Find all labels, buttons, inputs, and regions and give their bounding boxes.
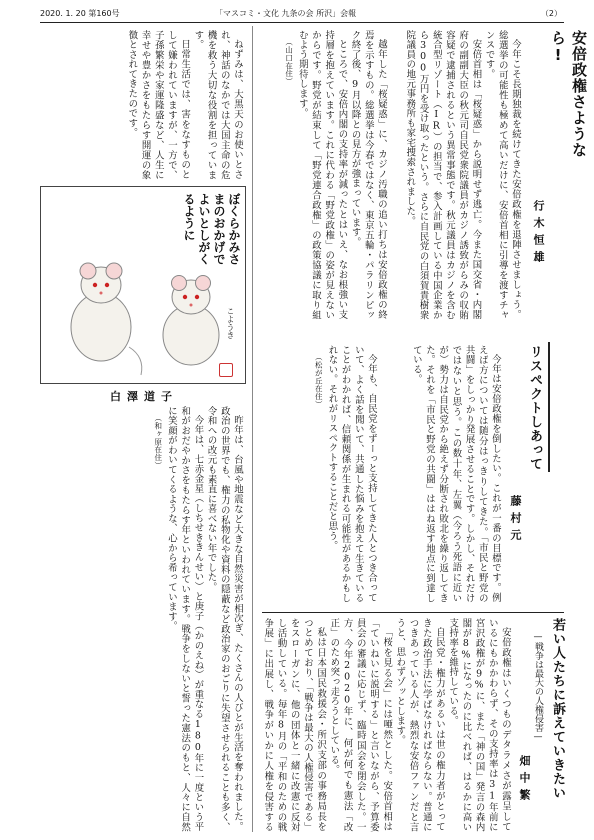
abe-paragraph-1: 今年こそ長期独裁を続けてきた安倍政権を退陣させましょう。総選挙の可能性も極めて高いだけに、安倍首相に引導を渡すチャンスです。: [483, 30, 521, 320]
respect-article-title: リスペクトしあって: [527, 345, 542, 471]
shirasawa-paragraph-3: 昨年は、台風や地震など大きな自然災害が相次ぎ、たくさんの人びとが生活を奪われました。政治の世界でも、権力の私物化や資料の隠蔽など政治家のおごりに失望させられることも多く、令和への改元も素直に喜べない年でした。: [205, 406, 243, 832]
young-paragraph-3: 「桜を見る会」には唖然とした。安倍首相は「ていねいに説明する」と言いながら、予算委員会の審議に応じず、臨時国会を閉会した。一方、今年2020年に、何が何でも憲法「改正」のため突っ走ろうとしている。: [328, 618, 393, 832]
illustration-handwritten-text: ぼくらかみさまのおかげでよいとしがくるように: [182, 193, 241, 265]
young-paragraph-4: 私は日本国民救援会・所沢支部の事務局長をつとめており、「戦争は最大の人権侵害である」をスローガンに、他の団体と一緒に改憲に反対し活動している。毎年8月の「平和のための戦争展」に出展し、戦争がいかに人権を侵害する: [262, 618, 327, 832]
issue-date: 2020. 1. 20 第160号: [40, 9, 120, 18]
young-paragraph-1: 安倍政権はいくつものデタラメさが露呈しているにもかかわらず、その支持率は31年前に宮沢政権が9%に、また「神の国」発言の森内閣が8%になったのに比べれば、はるかに高い支持率を維持している。: [447, 618, 511, 832]
young-article-title: 若い人たちに訴えていきたい: [550, 618, 565, 800]
rat-illustration: [40, 186, 246, 384]
respect-article-author: 藤村元: [509, 495, 522, 546]
abe-article-title: 安倍政権さようなら!: [549, 30, 588, 158]
illustration-signature: こようき: [226, 307, 235, 339]
respect-paragraph-2: 今年も、自民党をずーっと支持してきた人とつき合っていて、よく話を聞いて、共通した悩みを抱えて生きていることがわかれば、信頼関係が生まれる可能性があるかもしれない。それがリスペクトすることだと思う。: [326, 345, 377, 603]
lower-section-rule: [262, 612, 564, 613]
header-rule: [40, 22, 564, 23]
abe-paragraph-3: 越年した「桜疑惑」に、カジノ汚職の追い打ちは安倍政権の終焉を示すもの。総選挙は今春ではなく、東京五輪・パラリンピック終了後、9月以降との見方が強まっています。: [349, 30, 387, 320]
abe-credit: （山口在住）: [284, 37, 294, 85]
respect-credit: （松が丘在住）: [314, 352, 324, 408]
young-article-body: [262, 618, 512, 832]
young-article-subtitle: —戦争は最大の人権侵害—: [533, 632, 543, 742]
abe-article-body: [392, 30, 522, 320]
shirasawa-paragraph-1: ねずみは、大黒天のお使いとされ、神話のなかでは大国主命の危機を救う大切な役割を担っています。: [192, 30, 243, 180]
column-divider: [252, 26, 253, 832]
abe-paragraph-2: 安倍首相は「桜疑惑」から説明せず逃亡。今また国交省・内閣府の副副大臣の秋元司自民党衆院議員がカジノ誘致がらみの収賄容疑で逮捕されるという異常事態です。秋元議員はカジノを含む統合型リゾート（IR）の担当で、参入計画している中国企業から300万円を受け取ったという。さらに自民党の白須賀貴樹衆院議員の地元事務所も家宅捜索されました。: [404, 30, 482, 320]
respect-article-body: [382, 345, 502, 603]
newsletter-name: 「マスコミ・文化 九条の会 所沢」会報: [215, 9, 357, 18]
page-number: （2）: [540, 9, 562, 18]
respect-paragraph-1: 今年は安倍政権を倒したい。これが一番の目標です。例えば方については随分はっきりしてきた。「市民と野党の共闘」をしっかり発展させることです。しかし、それだけではないと思う。この数十年、左翼（今ろう死語に近いが）勢力は自民党から絶えず分断され敗北を繰り返してきた。それを「市民と野党の共闘」ははね返す地点に到達している。: [410, 345, 501, 603]
respect-title-bar: [548, 342, 550, 472]
illustration-seal-icon: [219, 363, 233, 377]
abe-article-author: 行木恒雄: [532, 200, 545, 268]
young-paragraph-2: 自民党・権力があるいは世の権力者がとってきた政治手法に学ばなければならない。普通につきあっている人が、熱烈な安倍ファンだと言うと、思わずゾッとします。: [394, 618, 445, 832]
shirasawa-article-top: [40, 30, 244, 180]
young-article-author: 畑中繁: [518, 755, 531, 806]
abe-article-body-cont: [262, 30, 388, 320]
shirasawa-paragraph-2: 日常生活では、害をなすものとして嫌われていますが、一方で、子孫繁栄や家運隆盛など、人生に幸せや豊かさをもたらす開運の象徴とされてきたのです。: [126, 30, 191, 180]
shirasawa-paragraph-4: 今年は、七赤金星（しちせききんせい）と庚子（かのえね）が重なる180年に一度という平和がおだやかさをもたらす年といわれています。戦争をしないと誓った憲法のもと、人々に自然に笑顔がわいてくるような、心から希っています。: [165, 406, 204, 832]
respect-article-body-cont: [262, 345, 378, 603]
shirasawa-article-author: 白澤道子: [110, 390, 178, 403]
shirasawa-credit: （和ヶ原在住）: [153, 413, 163, 469]
abe-paragraph-4: ところで、安倍内閣の支持率が減ったとはいえ、なお根強い支持層を抱えています。これに代わる「野党政権」の姿が見えないからです。野党が結束して「野党連合政権」の政策協議に取り組むよう期待します。: [296, 30, 348, 320]
shirasawa-article-bottom: [40, 406, 244, 832]
